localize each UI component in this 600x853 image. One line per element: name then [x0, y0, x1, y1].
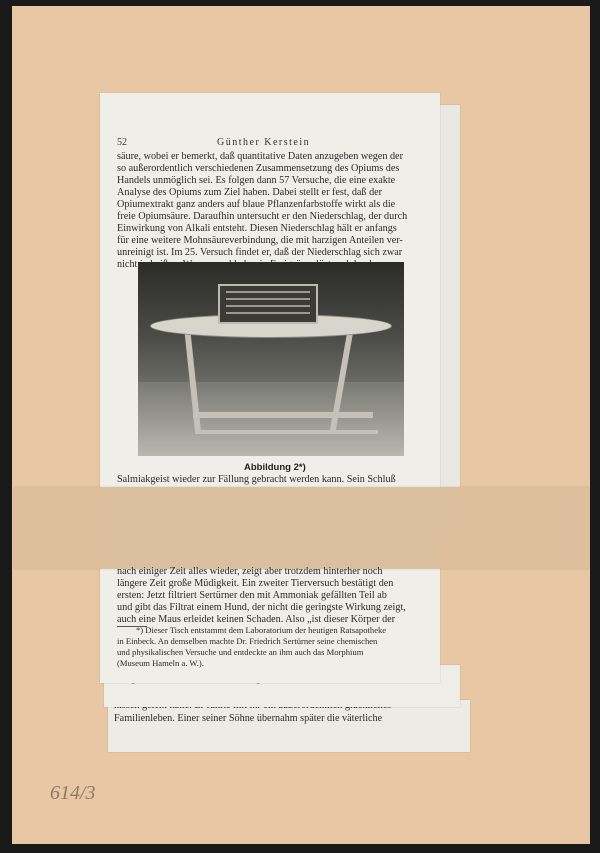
page-number: 52	[117, 137, 127, 148]
footnote-line: in Einbeck. An demselben machte Dr. Friedrich Sertürner seine chemischen	[117, 636, 378, 646]
footnote-line: *) Dieser Tisch entstammt dem Laboratorium der heutigen Ratsapotheke	[136, 625, 387, 635]
body-line: säure, wobei er bemerkt, daß quantitative Daten anzugeben wegen der	[117, 151, 403, 162]
body-line: Einwirkung von Alkali entsteht. Diesen Niederschlag hält er anfangs	[117, 223, 397, 234]
footnote-line: und physikalischen Versuche und entdeckte an ihm auch das Morphium	[117, 647, 364, 657]
body-line: Analyse des Opiums zum Ziel haben. Dabei stellt er fest, daß der	[117, 187, 383, 198]
body-line: Salmiakgeist wieder zur Fällung gebracht werden kann. Sein Schluß	[117, 474, 396, 485]
body-line: unreinigt ist. Im 25. Versuch findet er, daß der Niederschlag sich zwar	[117, 247, 403, 258]
handwritten-archive-number: 614/3	[50, 782, 96, 804]
body-line: so außerordentlich verschiedenen Zusammensetzung des Opiums des	[117, 163, 400, 174]
body-line: für eine weitere Mohnsäureverbindung, die mit harzigen Anteilen ver-	[117, 235, 403, 246]
body-line: Opiumextrakt ganz anders auf blaue Pflanzenfarbstoffe wirkt als die	[117, 199, 396, 210]
body-line: und gibt das Filtrat einem Hund, der nicht die geringste Wirkung zeigt,	[117, 602, 406, 613]
back-clipping-edge	[440, 105, 460, 535]
clipping-3-line-2: Familienleben. Einer seiner Söhne übernahm später die väterliche	[114, 713, 383, 724]
adhesive-tape	[14, 487, 590, 569]
footnote-line: (Museum Hameln a. W.).	[117, 658, 204, 668]
body-line: längere Zeit große Müdigkeit. Ein zweiter Tierversuch bestätigt den	[117, 578, 394, 589]
table-photograph	[138, 262, 404, 456]
figure-caption: Abbildung 2*)	[244, 462, 306, 473]
clipping-3	[108, 700, 470, 752]
body-line: nach einiger Zeit alles wieder, zeigt aber trotzdem hinterher noch	[117, 566, 383, 577]
body-line: freie Opiumsäure. Daraufhin untersucht er den Niederschlag, der durch	[117, 211, 408, 222]
body-line: ersten: Jetzt filtriert Sertürner den mit Ammoniak gefällten Teil ab	[117, 590, 387, 601]
plaque	[218, 284, 318, 324]
body-line: auch eine Maus erleidet keinen Schaden. Also „ist dieser Körper der	[117, 614, 396, 625]
body-line: Handels unmöglich sei. Es folgen dann 57 Versuche, die eine exakte	[117, 175, 396, 186]
running-title: Günther Kerstein	[217, 137, 311, 148]
